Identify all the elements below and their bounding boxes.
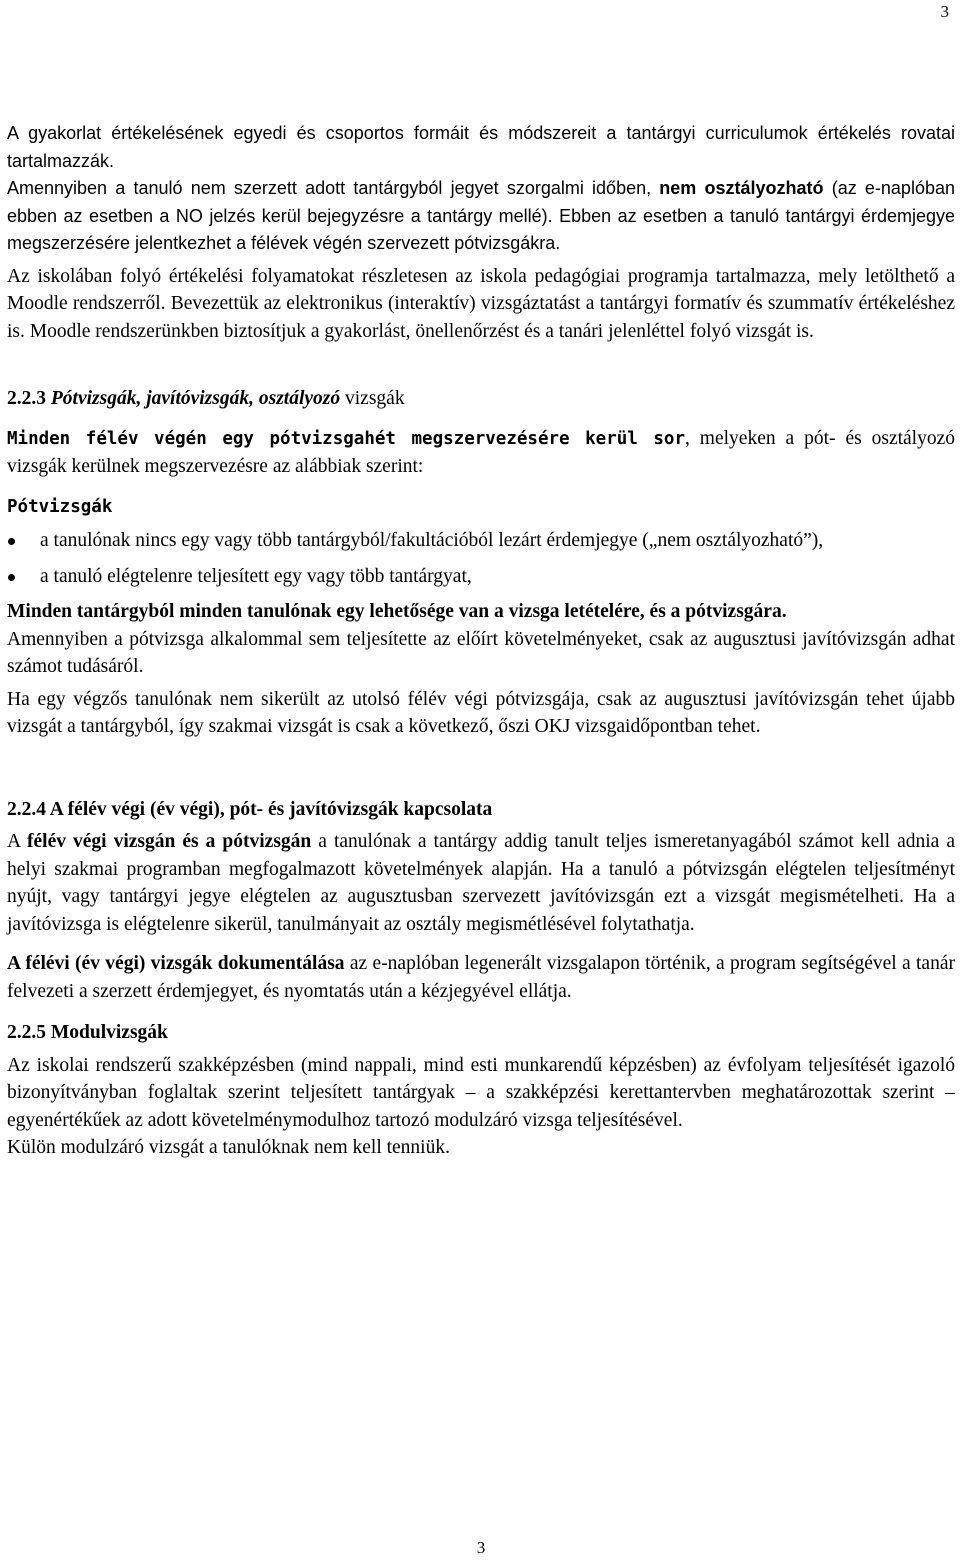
text-run: A — [7, 831, 28, 852]
text-run: az e-naplóban legenerált vizsgalapon történik, a program segítségével a tanár felvezeti a szerzett érdemjegyet, és nyomtatás után a kézjegyével ellátja. — [7, 953, 955, 1002]
list-item-text: a tanulónak nincs egy vagy több tantárgyból/fakultációból lezárt érdemjegye („nem osztályozható”), — [40, 530, 824, 551]
list-item — [7, 527, 955, 555]
subheading-text: Pótvizsgák — [7, 496, 113, 517]
bold-text: félév végi vizsgán és a pótvizsgán — [27, 831, 312, 852]
intro-paragraph-1: A gyakorlat értékelésének egyedi és csoportos formáit és módszereit a tantárgyi curriculumok értékelés rovatai tartalmazzák. — [7, 123, 955, 171]
page-number-bottom: 3 — [476, 1538, 486, 1557]
subheading-potvizsgak — [7, 493, 955, 522]
intro-paragraph-3 — [7, 263, 955, 346]
list-item — [7, 563, 955, 591]
heading-rest: vizsgák — [340, 388, 405, 409]
bullet-icon — [8, 574, 15, 581]
heading-2-2-3 — [7, 385, 955, 413]
section-2-2-3-lead — [7, 425, 955, 481]
section-2-2-5-paragraph-2: Külön modulzáró vizsgát a tanulóknak nem kell tenniük. — [7, 1137, 450, 1158]
text-run: Bevezettük az elektronikus (interaktív) vizsgáztatást a tantárgyi formatív és szummatív értékeléshez is. Moodle rendszerünkben biztosítjuk a gyakorlást, önellenőrzést és a tanári jelenléttel folyó vizsgát is. — [7, 293, 955, 342]
page-content — [7, 120, 955, 1162]
section-2-2-4-paragraph-2 — [7, 950, 955, 1005]
text-run: (az e-naplóban ebben az esetben a NO jelzés kerül bejegyzésre a tantárgy mellé). Ebben az esetben a tanuló tantárgyi érdemjegye megszerzésére jelentkezhet a félévek végén szervezett pótvizsgákra. — [7, 178, 955, 253]
text-run: , melyeken a pót- és osztályozó vizsgák kerülnek megszervezésre az alábbiak szerint: — [7, 427, 955, 477]
list-item-text: a tanuló elégtelenre teljesített egy vagy több tantárgyat, — [40, 565, 472, 587]
intro-paragraph-2 — [7, 175, 955, 258]
heading-number: 2.2.3 — [7, 388, 51, 409]
text-run: Amennyiben a tanuló nem szerzett adott tantárgyból jegyet szorgalmi időben, — [7, 178, 660, 198]
text-run: a tanulónak a tantárgy addig tanult teljes ismeretanyagából számot kell adnia a helyi szakmai programban megfogalmazott követelmények alapján. Ha a tanuló a pótvizsgán elégtelen teljesítményt nyújt, vagy tantárgyi jegye elégtelen az augusztusban szervezett javítóvizsgán ezt a vizsgát megismételheti. Ha a javítóvizsga is elégtelenre sikerül, tanulmányait az osztály megismétlésével folytathatja. — [7, 831, 955, 935]
section-2-2-3-paragraph-1: Amennyiben a pótvizsga alkalommal sem teljesítette az előírt követelményeket, csak az augusztusi javítóvizsgán adhat számot tudásáról. — [7, 628, 955, 677]
bold-text: A félévi (év végi) vizsgák dokumentálása — [7, 953, 345, 974]
section-2-2-5-paragraph-1: Az iskolai rendszerű szakképzésben (mind nappali, mind esti munkarendű képzésben) az évfolyam teljesítését igazoló bizonyítványban foglaltak szerint teljesített tantárgyak – a szakképzési kerettantervben meghatározottak szerint – egyenértékűek az adott követelménymodulhoz tartozó modulzáró vizsga teljesítésével. — [7, 1054, 955, 1131]
heading-2-2-5: 2.2.5 Modulvizsgák — [7, 1022, 168, 1043]
bullet-icon — [8, 538, 15, 545]
heading-italic-part: Pótvizsgák, javítóvizsgák, osztályozó — [50, 388, 341, 409]
heading-2-2-4: 2.2.4 A félév végi (év végi), pót- és javítóvizsgák kapcsolata — [7, 798, 493, 820]
bold-text-nem-osztalyozhato: nem osztályozható — [659, 178, 824, 198]
section-2-2-3-paragraph-2: Ha egy végzős tanulónak nem sikerült az utolsó félév végi pótvizsgája, csak az augusztusi javítóvizsgán tehet újabb vizsgát a tantárgyból, így szakmai vizsgát is csak a következő, őszi OKJ vizsgaidőpontban tehet. — [7, 688, 955, 737]
bold-lead-text: Minden félév végén egy pótvizsgahét megszervezésére kerül sor — [7, 428, 686, 449]
document-page — [7, 0, 955, 1561]
section-2-2-4-paragraph-1 — [7, 828, 955, 938]
bullet-list — [7, 527, 955, 590]
bold-paragraph: Minden tantárgyból minden tanulónak egy lehetősége van a vizsga letételére, és a pótvizsgára. — [7, 601, 787, 622]
text-run: Az iskolában folyó értékelési folyamatokat részletesen az iskola pedagógiai programja tartalmazza, mely letölthető a Moodle rendszerről. — [7, 265, 955, 314]
page-number-top: 3 — [940, 2, 949, 21]
